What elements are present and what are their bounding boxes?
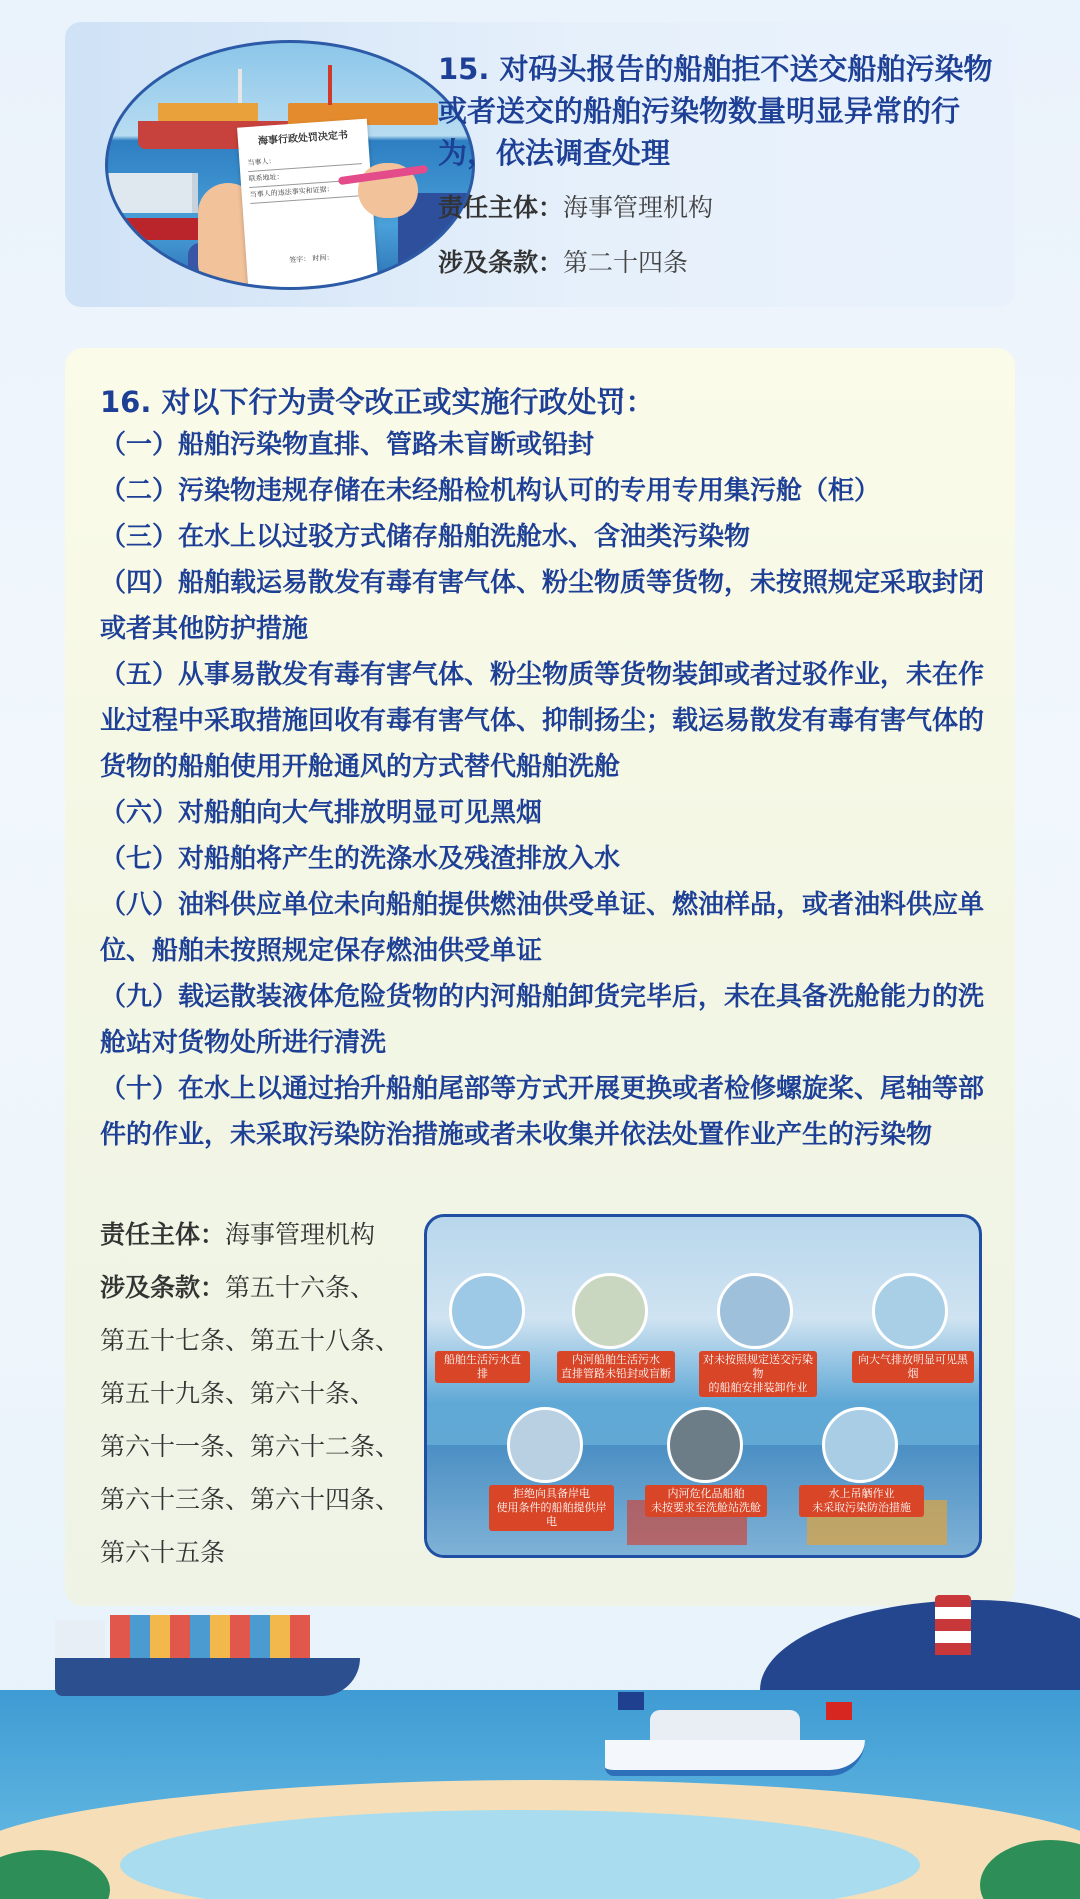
black-smoke-icon [872, 1273, 948, 1349]
cargo-containers-illustration [110, 1615, 310, 1660]
pier-illustration [108, 173, 198, 213]
panel-label: 内河危化品船舶 未按要求至洗舱站洗舱 [645, 1485, 767, 1517]
port-crane-illustration [238, 69, 242, 105]
shore-power-icon [507, 1407, 583, 1483]
subject-label: 责任主体： [100, 1220, 226, 1249]
clause-line: 第五十七条、第五十八条、 [100, 1326, 401, 1355]
clause-line: 第五十六条、 [225, 1273, 376, 1302]
clause-line: 第五十九条、第六十条、 [100, 1379, 376, 1408]
section-15-subject [438, 188, 713, 224]
list-item: （三）在水上以过驳方式储存船舶洗舱水、含油类污染物 [100, 522, 751, 552]
list-item: （五）从事易散发有毒有害气体、粉尘物质等货物装卸或者过驳作业，未在作业过程中采取措施回收有毒有害气体、抑制扬尘；载运易散发有毒有害气体的货物的船舶使用开舱通风的方式替代船舶洗舱 [100, 660, 985, 782]
clause-value: 第二十四条 [563, 248, 689, 277]
sewage-discharge-icon [449, 1273, 525, 1349]
section-15-title: 15. 对码头报告的船舶拒不送交船舶污染物或者送交的船舶污染物数量明显异常的行为，依法调查处理 [438, 52, 993, 170]
document-signature-line: 签字： 时间： [289, 253, 334, 265]
tank-cleaning-icon [667, 1407, 743, 1483]
pipe-outlet-icon [572, 1273, 648, 1349]
ship-bridge-illustration [55, 1620, 105, 1660]
penalty-decision-illustration [105, 40, 475, 290]
pollution-examples-illustration [424, 1214, 982, 1558]
panel-label: 向大气排放明显可见黑烟 [852, 1351, 974, 1383]
clause-label: 涉及条款： [100, 1273, 226, 1302]
penalty-document-title: 海事行政处罚决定书 [257, 130, 349, 148]
list-item: （九）载运散装液体危险货物的内河船舶卸货完毕后，未在具备洗舱能力的洗舱站对货物处所进行清洗 [100, 982, 985, 1058]
subject-value: 海事管理机构 [225, 1220, 376, 1249]
section-16-clause [100, 1261, 420, 1314]
clause-line: 第六十一条、第六十二条、 [100, 1432, 401, 1461]
cargo-operation-icon [717, 1273, 793, 1349]
lighthouse-icon [935, 1595, 971, 1655]
document-line: 当事人的违法事实和证据： [249, 180, 364, 204]
national-flag-icon [826, 1702, 852, 1720]
clause-label: 涉及条款： [438, 248, 564, 277]
list-item: （十）在水上以通过抬升船舶尾部等方式开展更换或者检修螺旋桨、尾轴等部件的作业，未采取污染防治措施或者未收集并依法处置作业产生的污染物 [100, 1074, 985, 1150]
subject-label: 责任主体： [438, 193, 564, 222]
section-16-title: 16. 对以下行为责令改正或实施行政处罚： [100, 385, 655, 419]
list-item: （二）污染物违规存储在未经船检机构认可的专用专用集污舱（柜） [100, 476, 881, 506]
document-line: 联系地址： [248, 164, 363, 188]
harbor-scenery [0, 1580, 1080, 1899]
list-item: （六）对船舶向大气排放明显可见黑烟 [100, 798, 543, 828]
patrol-boat-illustration [605, 1740, 865, 1776]
list-item: （一）船舶污染物直排、管路未盲断或铅封 [100, 430, 595, 460]
panel-label: 对未按照规定送交污染物 的船舶安排装卸作业 [699, 1351, 817, 1397]
port-crane-illustration [328, 65, 332, 105]
violation-list [100, 422, 1000, 1158]
list-item: （八）油料供应单位未向船舶提供燃油供受单证、燃油样品，或者油料供应单位、船舶未按照规定保存燃油供受单证 [100, 890, 985, 966]
panel-label: 船舶生活污水直排 [435, 1351, 530, 1383]
patrol-boat-cabin-illustration [650, 1710, 800, 1742]
penalty-document [237, 119, 379, 290]
section-16-meta [100, 1208, 420, 1579]
section-15-clause [438, 243, 688, 279]
cargo-ship-illustration [55, 1658, 360, 1696]
hoisting-operation-icon [822, 1407, 898, 1483]
maritime-flag-icon [618, 1692, 644, 1710]
section-16-subject [100, 1208, 420, 1261]
ship-deck-illustration [158, 103, 258, 123]
subject-value: 海事管理机构 [563, 193, 714, 222]
clause-line: 第六十三条、第六十四条、 [100, 1485, 401, 1514]
panel-label: 水上吊舾作业 未采取污染防治措施 [799, 1485, 924, 1517]
panel-label: 拒绝向具备岸电 使用条件的船舶提供岸电 [489, 1485, 614, 1531]
list-item: （七）对船舶将产生的洗涤水及残渣排放入水 [100, 844, 621, 874]
list-item: （四）船舶载运易散发有毒有害气体、粉尘物质等货物，未按照规定采取封闭或者其他防护措施 [100, 568, 985, 644]
panel-label: 内河船舶生活污水 直排管路未铅封或盲断 [557, 1351, 675, 1383]
document-line: 当事人： [247, 148, 362, 172]
clause-line: 第六十五条 [100, 1538, 226, 1567]
